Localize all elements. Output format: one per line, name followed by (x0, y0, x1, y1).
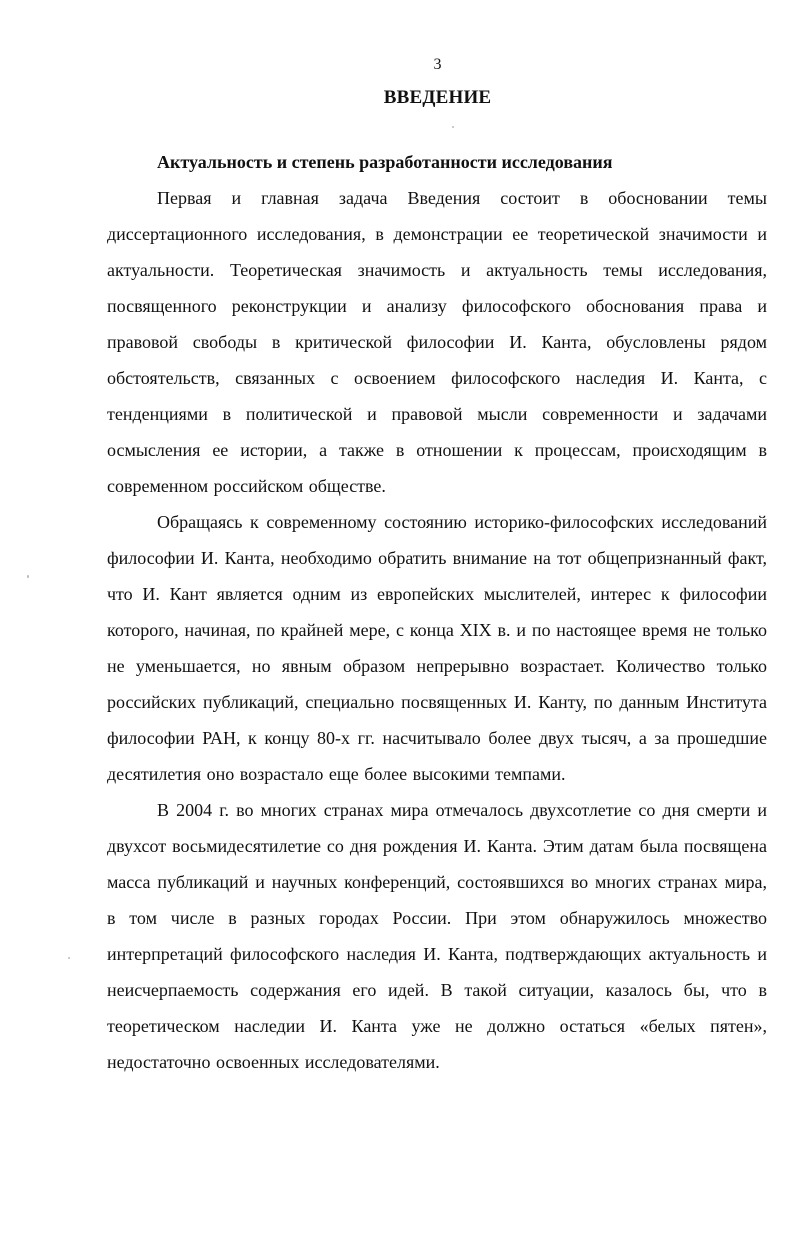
paragraph-3: В 2004 г. во многих странах мира отмечалось двухсотлетие со дня смерти и двухсот восьмидесятилетие со дня рождения И. Канта. Этим датам была посвящена масса публикаций и научных конференций, состоявшихся во многих странах мира, в том числе в разных городах России. При этом обнаружилось множество интерпретаций философского наследия И. Канта, подтверждающих актуальность и неисчерпаемость содержания его идей. В такой ситуации, казалось бы, что в теоретическом наследии И. Канта уже не должно остаться «белых пятен», недостаточно освоенных исследователями. (107, 800, 767, 1072)
section-body (107, 144, 767, 1080)
section-heading: Актуальность и степень разработанности исследования (157, 152, 613, 172)
paragraph-2: Обращаясь к современному состоянию историко-философских исследований философии И. Канта, необходимо обратить внимание на тот общепризнанный факт, что И. Кант является одним из европейских мыслителей, интерес к философии которого, начиная, по крайней мере, с конца XIX в. и по настоящее время не только не уменьшается, но явным образом непрерывно возрастает. Количество только российских публикаций, специально посвященных И. Канту, по данным Института философии РАН, к концу 80-х гг. насчитывало более двух тысяч, а за прошедшие десятилетия оно возрастало еще более высокими темпами. (107, 512, 767, 784)
scan-speck (27, 575, 29, 578)
paragraph-1: Первая и главная задача Введения состоит в обосновании темы диссертационного исследования, в демонстрации ее теоретической значимости и актуальности. Теоретическая значимость и актуальность темы исследования, посвященного реконструкции и анализу философского обоснования права и правовой свободы в критической философии И. Канта, обусловлены рядом обстоятельств, связанных с освоением философского наследия И. Канта, с тенденциями в политической и правовой мысли современности и задачами осмысления ее истории, а также в отношении к процессам, происходящим в современном российском обществе. (107, 188, 767, 496)
page-number: 3 (433, 56, 442, 73)
page-title: ВВЕДЕНИЕ (383, 87, 492, 108)
scan-speck (68, 957, 70, 959)
scan-speck (452, 126, 454, 128)
